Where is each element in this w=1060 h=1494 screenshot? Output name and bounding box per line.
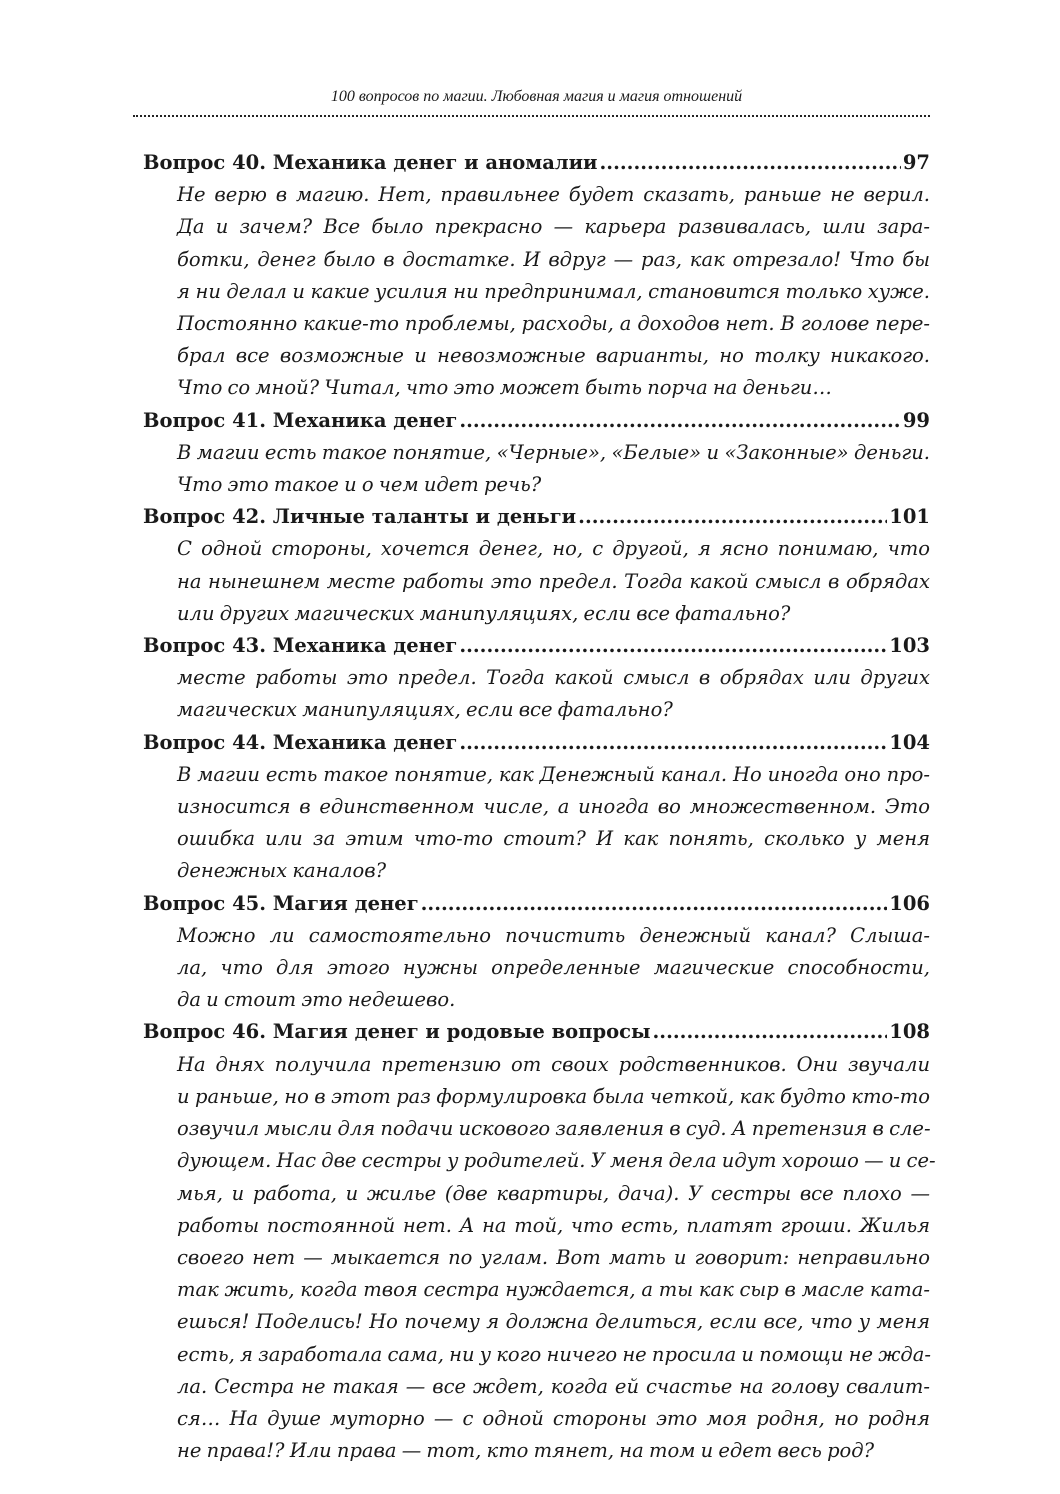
entry-page-number: 101 (889, 505, 930, 529)
toc-entry-title-row[interactable] (143, 888, 930, 920)
entry-description-line: ошибка или за этим что-то стоит? И как понять, сколько у меня (177, 827, 930, 851)
toc-entry (143, 1016, 936, 1467)
table-of-contents (143, 147, 936, 1467)
toc-entry-title-row[interactable] (143, 147, 930, 179)
entry-description-line: ла. Сестра не такая — все ждет, когда ей счастье на голову свалит- (177, 1374, 930, 1398)
entry-title: Вопрос 46. Магия денег и родовые вопросы (143, 1020, 651, 1044)
toc-entry-title-row[interactable] (143, 501, 930, 533)
entry-title: Вопрос 41. Механика денег (143, 408, 458, 432)
entry-description-line: магических манипуляциях, если все фатально? (177, 698, 673, 722)
toc-entry (143, 888, 930, 1017)
leader-dots (459, 727, 887, 759)
entry-description-line: своего нет — мыкается по углам. Вот мать и говорит: неправильно (177, 1245, 930, 1269)
entry-description-line: брал все возможные и невозможные варианты, но толку никакого. (177, 344, 930, 368)
entry-description-line: С одной стороны, хочется денег, но, с другой, я ясно понимаю, что (177, 537, 930, 561)
entry-page-number: 103 (889, 634, 930, 658)
leader-dots (459, 405, 901, 437)
header-divider (133, 115, 930, 117)
entry-description-line: Постоянно какие-то проблемы, расходы, а доходов нет. В голове пере- (177, 312, 930, 336)
toc-entry (143, 147, 930, 405)
toc-entry-title-row[interactable] (143, 405, 930, 437)
entry-title: Вопрос 43. Механика денег (143, 634, 458, 658)
entry-description-line: месте работы это предел. Тогда какой смысл в обрядах или других (177, 666, 930, 690)
entry-description-line: Что со мной? Читал, что это может быть порча на деньги… (177, 376, 832, 400)
entry-description-line: ботки, денег было в достатке. И вдруг — раз, как отрезало! Что бы (177, 247, 930, 271)
leader-dots (459, 630, 887, 662)
leader-dots (578, 501, 887, 533)
entry-description-line: ся… На душе муторно — с одной стороны это моя родня, но родня (177, 1406, 930, 1430)
entry-description-line: ешься! Поделись! Но почему я должна делиться, если все, что у меня (177, 1310, 930, 1334)
entry-description-line: Да и зачем? Все было прекрасно — карьера развивалась, шли зара- (177, 215, 930, 239)
entry-description-line: износится в единственном числе, а иногда во множественном. Это (177, 795, 930, 819)
entry-description-line: На днях получила претензию от своих родственников. Они звучали (177, 1052, 930, 1076)
entry-description-line: Что это такое и о чем идет речь? (177, 473, 542, 497)
entry-description-line: и раньше, но в этот раз формулировка была четкой, как будто кто-то (177, 1084, 930, 1108)
entry-title: Вопрос 40. Механика денег и аномалии (143, 151, 598, 174)
entry-description-line: я ни делал и какие усилия ни предпринимал, становится только хуже. (177, 279, 930, 303)
leader-dots (600, 147, 901, 179)
entry-page-number: 104 (889, 730, 930, 754)
leader-dots (653, 1016, 888, 1048)
entry-description-line: да и стоит это недешево. (177, 988, 456, 1012)
toc-entry (143, 501, 930, 630)
entry-page-number: 97 (902, 151, 930, 174)
toc-entry-title-row[interactable] (143, 727, 930, 759)
toc-entry (143, 727, 930, 888)
entry-description-line: В магии есть такое понятие, «Черные», «Белые» и «Законные» деньги. (177, 440, 930, 464)
running-header: 100 вопросов по магии. Любовная магия и магия отношений (330, 88, 743, 105)
entry-page-number: 99 (902, 408, 930, 432)
entry-title: Вопрос 44. Механика денег (143, 730, 458, 754)
entry-description-line: не права!? Или права — тот, кто тянет, на том и едет весь род? (177, 1439, 875, 1463)
entry-title: Вопрос 42. Личные таланты и деньги (143, 505, 577, 529)
entry-description-line: озвучил мысли для подачи искового заявления в суд. А претензия в сле- (177, 1117, 931, 1141)
toc-entry (143, 630, 930, 727)
toc-entry (143, 405, 930, 502)
entry-description-line: на нынешнем месте работы это предел. Тогда какой смысл в обрядах (177, 569, 930, 593)
entry-description-line: денежных каналов? (177, 859, 387, 883)
leader-dots (421, 888, 888, 920)
entry-description-line: Не верю в магию. Нет, правильнее будет сказать, раньше не верил. (177, 183, 930, 207)
entry-description-line: Можно ли самостоятельно почистить денежный канал? Слыша- (177, 923, 930, 947)
entry-description-line: В магии есть такое понятие, как Денежный канал. Но иногда оно про- (177, 762, 930, 786)
entry-description-line: мья, и работа, и жилье (две квартиры, дача). У сестры все плохо — (177, 1181, 930, 1205)
toc-entry-title-row[interactable] (143, 630, 930, 662)
entry-description-line: работы постоянной нет. А на той, что есть, платят гроши. Жилья (177, 1213, 930, 1237)
entry-description-line: или других магических манипуляциях, если все фатально? (177, 601, 791, 625)
entry-description-line: дующем. Нас две сестры у родителей. У меня дела идут хорошо — и се- (177, 1149, 936, 1173)
entry-description-line: так жить, когда твоя сестра нуждается, а ты как сыр в масле ката- (177, 1278, 930, 1302)
toc-entry-title-row[interactable] (143, 1016, 930, 1048)
entry-page-number: 106 (889, 891, 930, 915)
entry-page-number: 108 (889, 1020, 930, 1044)
entry-title: Вопрос 45. Магия денег (143, 891, 419, 915)
entry-description-line: ла, что для этого нужны определенные магические способности, (177, 956, 930, 980)
entry-description-line: есть, я заработала сама, ни у кого ничего не просила и помощи не жда- (177, 1342, 931, 1366)
